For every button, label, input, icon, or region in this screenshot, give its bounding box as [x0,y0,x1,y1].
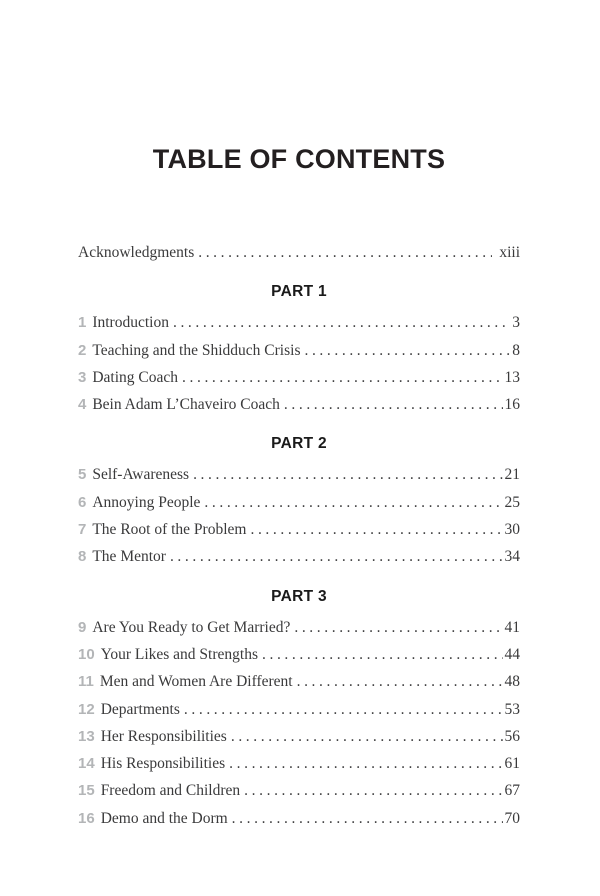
part-entries [78,461,520,570]
dot-leader [198,239,492,266]
page-number: 44 [504,645,520,663]
chapter-number: 13 [78,727,95,745]
chapter-number: 8 [78,548,87,566]
part-section [78,432,520,570]
chapter-number: 7 [78,521,87,539]
chapter-title: The Mentor [92,548,166,566]
dot-leader [294,614,502,641]
chapter-title: Dating Coach [92,368,179,386]
page-number: 67 [504,782,520,800]
chapter-title: Demo and the Dorm [100,809,228,827]
chapter-title: Self-Awareness [92,466,190,484]
toc-entry [78,614,520,641]
chapter-number: 1 [78,314,87,332]
dot-leader [231,723,503,750]
dot-leader [184,696,503,723]
page-number: 34 [504,548,520,566]
chapter-title: Men and Women Are Different [99,673,293,691]
chapter-title: Are You Ready to Get Married? [92,618,291,636]
chapter-number: 10 [78,645,95,663]
toc-entry [78,750,520,777]
dot-leader [250,516,502,543]
toc-entry [78,489,520,516]
toc-entry [78,696,520,723]
chapter-number: 2 [78,341,87,359]
part-heading: PART 2 [271,435,327,453]
toc-entry [78,391,520,418]
toc-list [78,239,520,832]
dot-leader [229,750,502,777]
page-number: 13 [504,368,520,386]
chapter-number: 16 [78,809,95,827]
page-number: 25 [504,493,520,511]
part-heading: PART 3 [271,587,327,605]
toc-entry [78,309,520,336]
toc-entry [78,723,520,750]
page-number: 3 [512,314,520,332]
chapter-title: Freedom and Children [100,782,241,800]
chapter-title: Acknowledgments [78,244,195,261]
chapter-number: 4 [78,396,87,414]
chapter-title: Teaching and the Shidduch Crisis [92,341,301,359]
page-number: 53 [504,700,520,718]
page-number: 56 [504,727,520,745]
chapter-number: 15 [78,782,95,800]
dot-leader [304,337,510,364]
dot-leader [232,805,503,832]
page-number: 16 [504,396,520,414]
toc-entry [78,543,520,570]
chapter-title: Bein Adam L’Chaveiro Coach [92,396,280,414]
chapter-title: His Responsibilities [100,755,226,773]
toc-entry [78,777,520,804]
toc-entry [78,337,520,364]
page-number: 61 [504,755,520,773]
part-section [78,585,520,832]
chapter-number: 3 [78,368,87,386]
toc-entry [78,805,520,832]
chapter-number: 6 [78,493,87,511]
chapter-title: The Root of the Problem [92,521,247,539]
toc-entry [78,239,520,266]
dot-leader [173,309,510,336]
dot-leader [297,668,503,695]
toc-entry [78,461,520,488]
part-entries [78,614,520,832]
front-matter [78,239,520,266]
page-title: TABLE OF CONTENTS [152,144,446,174]
part-section [78,280,520,418]
chapter-number: 9 [78,618,87,636]
page-number: 70 [504,809,520,827]
page-number: xiii [499,244,520,261]
chapter-title: Her Responsibilities [100,727,227,745]
dot-leader [284,391,503,418]
dot-leader [262,641,503,668]
toc-entry [78,641,520,668]
page-number: 48 [504,673,520,691]
chapter-number: 11 [78,673,94,691]
toc-entry [78,668,520,695]
chapter-title: Your Likes and Strengths [100,645,258,663]
page-number: 41 [504,618,520,636]
chapter-number: 14 [78,755,95,773]
dot-leader [182,364,502,391]
chapter-title: Departments [100,700,180,718]
toc-entry [78,516,520,543]
chapter-title: Introduction [92,314,169,332]
parts-container [78,280,520,832]
dot-leader [244,777,502,804]
page-number: 21 [504,466,520,484]
part-heading: PART 1 [271,283,327,301]
dot-leader [204,489,502,516]
dot-leader [193,461,502,488]
chapter-number: 5 [78,466,87,484]
page-number: 8 [512,341,520,359]
part-entries [78,309,520,418]
page-number: 30 [504,521,520,539]
toc-entry [78,364,520,391]
dot-leader [170,543,503,570]
chapter-title: Annoying People [92,493,201,511]
chapter-number: 12 [78,700,95,718]
